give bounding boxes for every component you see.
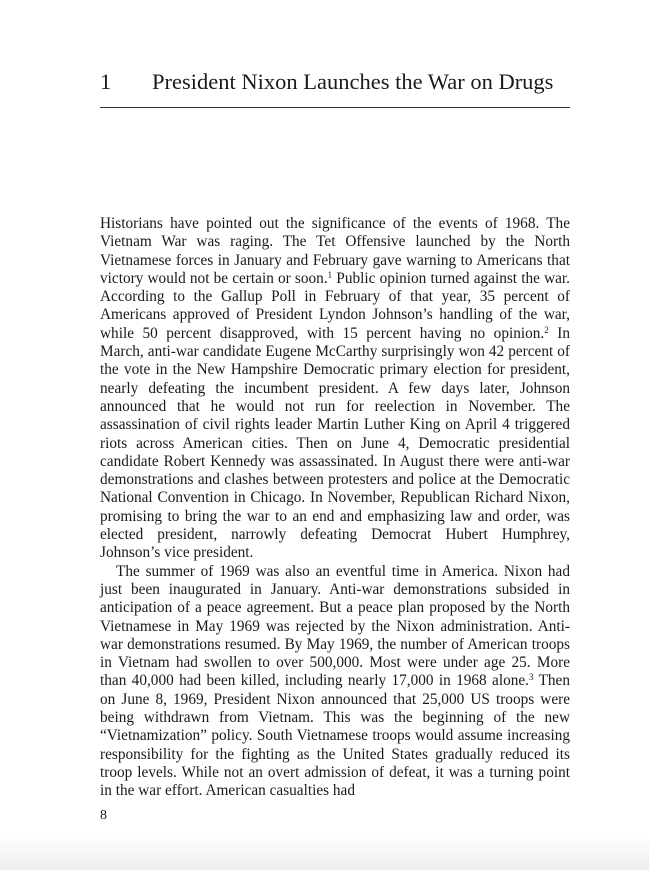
paragraph [100,215,570,563]
heading-rule [100,107,570,108]
paragraph-text: In March, anti-war candidate Eugene McCarthy surprisingly won 42 percent of the vote in the New Hampshire Democratic primary election for president, nearly defeating the incumbent president. A few days later, Johnson announced that he would not run for reelection in November. The assassination of civil rights leader Martin Luther King on April 4 triggered riots across American cities. Then on June 4, Democratic presidential candidate Robert Kennedy was assassinated. In August there were anti-war demonstrations and clashes between protesters and police at the Democratic National Convention in Chicago. In November, Republican Richard Nixon, promising to bring the war to an end and emphasizing law and order, was elected president, narrowly defeating Democrat Hubert Humphrey, Johnson’s vice president. [100,324,570,562]
body-text [100,215,570,801]
chapter-title: President Nixon Launches the War on Drugs [152,69,554,94]
paragraph-text: Historians have pointed out the significance of the events of 1968. The Vietnam War was raging. The Tet Offensive launched by the North Vietnamese forces in January and February gave warning to Americans that victory would not be certain or soon. [100,215,570,287]
chapter-heading [100,68,570,98]
page-bottom-shadow [0,836,649,870]
page-number: 8 [100,808,107,823]
paragraph [100,563,570,801]
paragraph-text: Then on June 8, 1969, President Nixon announced that 25,000 US troops were being withdrawn from Vietnam. This was the beginning of the new “Vietnamization” policy. South Vietnamese troops would assume increasing responsibility for the fighting as the United States gradually reduced its troop levels. While not an overt admission of defeat, it was a turning point in the war effort. American casualties had [100,672,570,800]
paragraph-text: The summer of 1969 was also an eventful time in America. Nixon had just been inaugurated in January. Anti-war demonstrations subsided in anticipation of a peace agreement. But a peace plan proposed by the North Vietnamese in May 1969 was rejected by the Nixon administration. Anti-war demonstrations resumed. By May 1969, the number of American troops in Vietnam had swollen to over 500,000. Most were under age 25. More than 40,000 had been killed, including nearly 17,000 in 1968 alone. [100,562,570,690]
footnote-marker: 3 [529,672,534,683]
chapter-number: 1 [100,69,112,94]
footnote-marker: 2 [544,324,549,335]
paragraph-text: Public opinion turned against the war. According to the Gallup Poll in February of that year, 35 percent of Americans approved of President Lyndon Johnson’s handling of the war, while 50 percent disapproved, with 15 percent having no opinion. [100,269,570,342]
footnote-marker: 1 [327,269,333,280]
